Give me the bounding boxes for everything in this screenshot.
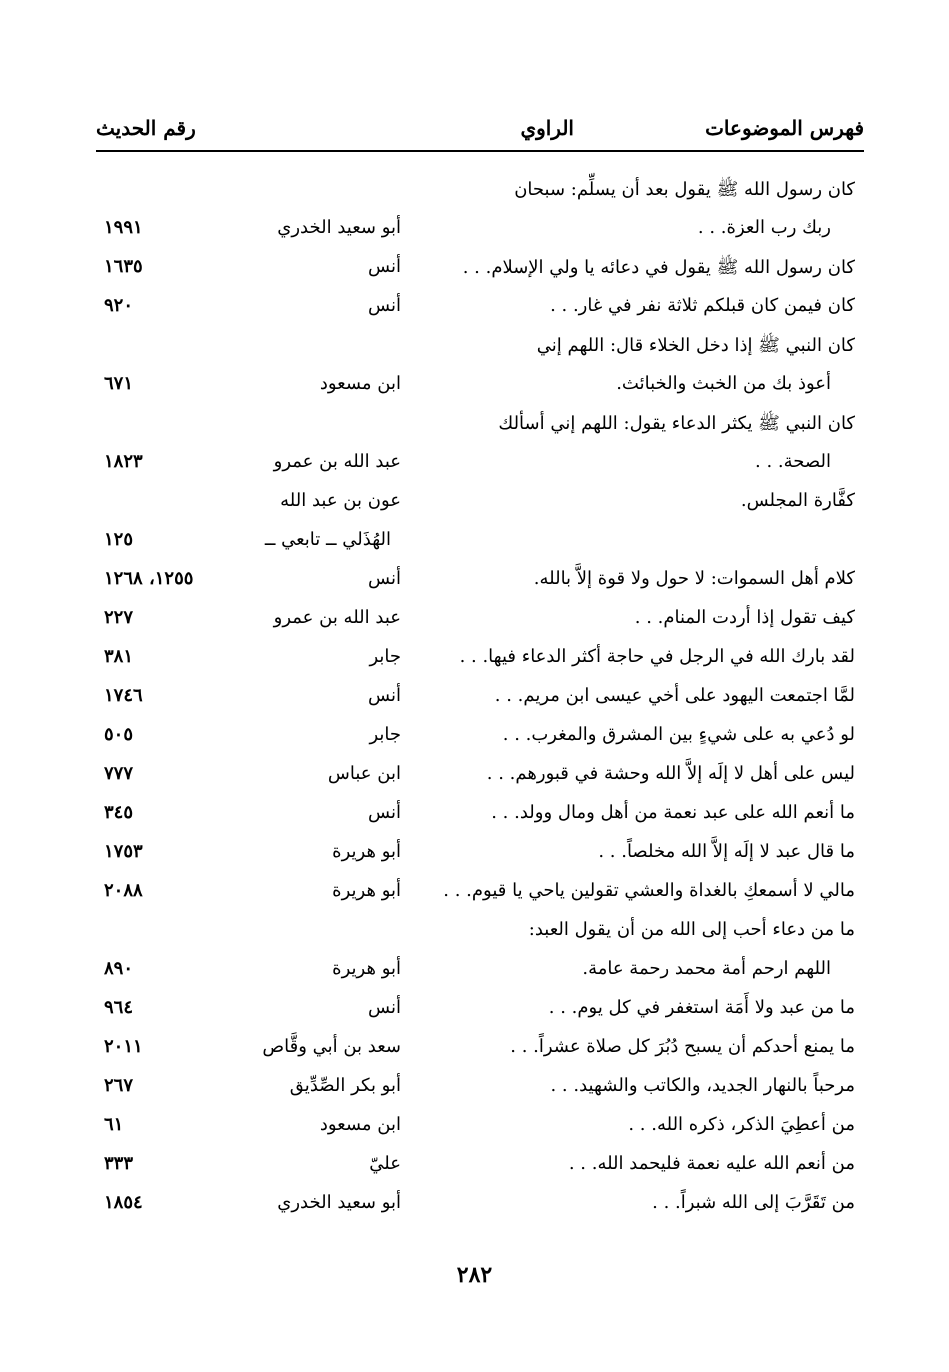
narrator-text: أبو هريرة: [332, 880, 401, 901]
topic-text: الصحة. . .: [755, 451, 831, 472]
hadith-number: ٣٣٣: [104, 1153, 134, 1174]
topic-text: كان فيمن كان قبلكم ثلاثة نفر في غار. . .: [550, 295, 855, 316]
table-row: [0, 406, 949, 445]
topic-text: ما أنعم الله على عبد نعمة من أهل ومال وولد. . .: [491, 802, 855, 823]
topic-text: أعوذ بك من الخبث والخبائث.: [616, 373, 831, 394]
table-row: [0, 1030, 949, 1069]
hadith-number: ١٨٢٣: [104, 451, 143, 472]
narrator-text: سعد بن أبي وقَّاص: [262, 1036, 401, 1057]
table-row: [0, 445, 949, 484]
narrator-text: أبو بكر الصِّدِّيق: [289, 1075, 401, 1096]
hadith-number: ٩٦٤: [104, 997, 134, 1018]
topic-text: مالي لا أسمعكِ بالغداة والعشي تقولين ياحي يا قيوم. . .: [443, 880, 855, 901]
index-table: [0, 172, 949, 1225]
table-row: [0, 640, 949, 679]
topic-text: ما من دعاء أحب إلى الله من أن يقول العبد:: [528, 919, 855, 940]
table-row: [0, 913, 949, 952]
hadith-number: ١٨٥٤: [104, 1192, 143, 1213]
topic-text: من أنعم الله عليه نعمة فليحمد الله. . .: [568, 1153, 855, 1174]
table-row: [0, 757, 949, 796]
topic-text: كيف تقول إذا أردت المنام. . .: [634, 607, 855, 628]
narrator-text: أنس: [368, 295, 401, 316]
narrator-text: عون بن عبد الله: [280, 490, 401, 511]
hadith-number: ٣٤٥: [104, 802, 134, 823]
narrator-text: أبو هريرة: [332, 958, 401, 979]
hadith-number: ٦٧١: [104, 373, 134, 394]
topic-text: من أعطِيَ الذكر، ذكره الله. . .: [628, 1114, 855, 1135]
narrator-text: ابن مسعود: [319, 1114, 401, 1135]
table-row: [0, 1108, 949, 1147]
table-row: [0, 991, 949, 1030]
narrator-text: أنس: [368, 802, 401, 823]
hadith-number: ٥٠٥: [104, 724, 134, 745]
topic-text: ربك رب العزة. . .: [697, 217, 831, 238]
hadith-number: ٢٦٧: [104, 1075, 134, 1096]
topic-text: مرحباً بالنهار الجديد، والكاتب والشهيد. . .: [550, 1075, 855, 1096]
table-row: [0, 211, 949, 250]
narrator-text: أنس: [368, 256, 401, 277]
narrator-text: عبد الله بن عمرو: [273, 451, 401, 472]
topic-text: لمَّا اجتمعت اليهود على أخي عيسى ابن مريم. . .: [494, 685, 855, 706]
narrator-text: عليّ: [369, 1153, 401, 1174]
narrator-text: أنس: [368, 568, 401, 589]
topic-text: كان رسول الله ﷺ يقول بعد أن يسلِّم: سبحان: [514, 179, 855, 200]
table-row: [0, 172, 949, 211]
narrator-text: جابر: [369, 724, 401, 745]
hadith-number: ١٧٥٣: [104, 841, 143, 862]
narrator-text: أنس: [368, 997, 401, 1018]
narrator-text: أبو سعيد الخدري: [277, 217, 401, 238]
narrator-text: جابر: [369, 646, 401, 667]
table-row: [0, 367, 949, 406]
table-row: [0, 1186, 949, 1225]
hadith-number: ١٢٥: [104, 529, 134, 550]
table-row: [0, 835, 949, 874]
narrator-text: ابن مسعود: [319, 373, 401, 394]
running-header: [96, 112, 864, 152]
topic-text: ما قال عبد لا إلَه إلاَّ الله مخلصاً. . .: [598, 841, 855, 862]
topic-text: من تَقَرَّبَ إلى الله شبراً. . .: [652, 1192, 855, 1213]
table-row: [0, 562, 949, 601]
hadith-number: ٢٠٨٨: [104, 880, 143, 901]
page-number: ٢٨٢: [456, 1262, 493, 1288]
table-row: [0, 484, 949, 523]
table-row: [0, 250, 949, 289]
table-row: [0, 601, 949, 640]
topic-text: ليس على أهل لا إلَه إلاَّ الله وحشة في قبورهم. . .: [486, 763, 855, 784]
topic-text: اللهم ارحم أمة محمد رحمة عامة.: [582, 958, 831, 979]
table-row: [0, 952, 949, 991]
table-row: [0, 523, 949, 562]
topic-text: كلام أهل السموات: لا حول ولا قوة إلاَّ بالله.: [533, 568, 855, 589]
table-row: [0, 289, 949, 328]
hadith-number: ١٧٤٦: [104, 685, 143, 706]
hadith-number: ٣٨١: [104, 646, 134, 667]
narrator-text: ابن عباس: [327, 763, 401, 784]
hadith-number: ١٦٣٥: [104, 256, 143, 277]
table-row: [0, 328, 949, 367]
table-row: [0, 1147, 949, 1186]
table-row: [0, 874, 949, 913]
header-number-label: رقم الحديث: [96, 116, 196, 140]
topic-text: لقد بارك الله في الرجل في حاجة أكثر الدعاء فيها. . .: [459, 646, 855, 667]
header-topic-label: فهرس الموضوعات: [705, 116, 864, 140]
table-row: [0, 1069, 949, 1108]
topic-text: لو دُعي به على شيءٍ بين المشرق والمغرب. . .: [502, 724, 855, 745]
table-row: [0, 796, 949, 835]
narrator-text: عبد الله بن عمرو: [273, 607, 401, 628]
hadith-number: ٦١: [104, 1114, 124, 1135]
topic-text: كان رسول الله ﷺ يقول في دعائه يا ولي الإسلام. . .: [462, 257, 855, 278]
hadith-number: ٩٢٠: [104, 295, 134, 316]
topic-text: كان النبي ﷺ يكثر الدعاء يقول: اللهم إني أسألك: [498, 413, 855, 434]
topic-text: ما من عبد ولا أَمَة استغفر في كل يوم. . .: [548, 997, 855, 1018]
table-row: [0, 718, 949, 757]
topic-text: كفَّارة المجلس.: [740, 490, 855, 511]
header-narrator-label: الراوي: [520, 116, 574, 140]
narrator-text: أبو هريرة: [332, 841, 401, 862]
narrator-text: الهُذَلي ــ تابعي ــ: [264, 529, 391, 550]
topic-text: كان النبي ﷺ إذا دخل الخلاء قال: اللهم إني: [536, 335, 855, 356]
table-row: [0, 679, 949, 718]
hadith-number: ٢٢٧: [104, 607, 134, 628]
narrator-text: أنس: [368, 685, 401, 706]
hadith-number: ١٩٩١: [104, 217, 143, 238]
narrator-text: أبو سعيد الخدري: [277, 1192, 401, 1213]
hadith-number: ٧٧٧: [104, 763, 134, 784]
hadith-number: ٢٠١١: [104, 1036, 143, 1057]
hadith-number: ٨٩٠: [104, 958, 134, 979]
topic-text: ما يمنع أحدكم أن يسبح دُبُرَ كل صلاة عشراً. . .: [510, 1036, 855, 1057]
hadith-number: ١٢٥٥، ١٢٦٨: [104, 568, 194, 589]
